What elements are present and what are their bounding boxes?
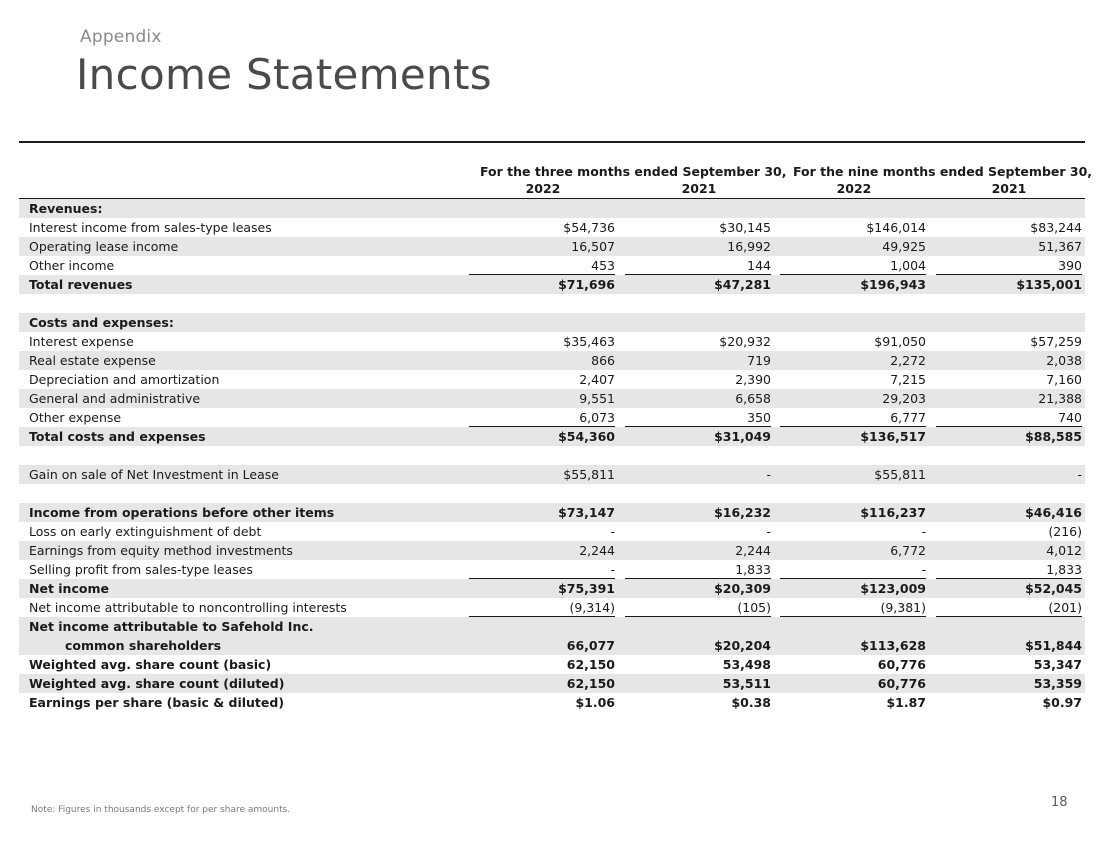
- table-row: [19, 427, 1085, 446]
- table-cell: $135,001: [1016, 277, 1082, 292]
- row-label: Interest expense: [29, 334, 134, 349]
- table-cell: $20,932: [719, 334, 771, 349]
- table-cell: 719: [747, 353, 771, 368]
- table-cell: [455, 294, 615, 312]
- table-cell: $30,145: [719, 220, 771, 235]
- table-cell: $0.97: [1042, 695, 1082, 710]
- table-cell: (216): [1048, 524, 1082, 539]
- table-row: [19, 655, 1085, 674]
- table-cell: 66,077: [566, 638, 615, 653]
- table-row: [19, 218, 1085, 237]
- table-cell: (201): [936, 598, 1082, 617]
- row-label: Revenues:: [29, 201, 103, 216]
- table-cell: 2,407: [579, 372, 615, 387]
- table-row: [19, 522, 1085, 541]
- page-number: 18: [1051, 795, 1068, 810]
- row-label: General and administrative: [29, 391, 201, 406]
- table-cell: $0.38: [731, 695, 771, 710]
- table-row: [19, 579, 1085, 598]
- row-label: Weighted avg. share count (basic): [29, 657, 272, 672]
- table-row: [19, 484, 1085, 503]
- table-cell: $113,628: [860, 638, 926, 653]
- table-cell: [611, 294, 771, 312]
- table-row: [19, 541, 1085, 560]
- table-row: [19, 560, 1085, 579]
- table-cell: 16,507: [571, 239, 615, 254]
- table-row: [19, 408, 1085, 427]
- row-label: Net income attributable to Safehold Inc.: [29, 619, 314, 634]
- table-row: [19, 598, 1085, 617]
- table-cell: 21,388: [1038, 391, 1082, 406]
- table-cell: 53,511: [722, 676, 771, 691]
- table-cell: 62,150: [566, 657, 615, 672]
- table-cell: [455, 313, 615, 331]
- table-cell: $88,585: [1025, 429, 1082, 444]
- table-cell: $20,309: [714, 581, 771, 596]
- table-cell: [455, 484, 615, 502]
- page-title: Income Statements: [76, 50, 492, 99]
- row-label: Earnings from equity method investments: [29, 543, 293, 558]
- table-cell: $1.87: [886, 695, 926, 710]
- nine-months-header: For the nine months ended September 30,: [793, 164, 1093, 179]
- table-cell: $75,391: [558, 581, 615, 596]
- table-cell: 53,347: [1033, 657, 1082, 672]
- table-row: [19, 693, 1085, 712]
- row-label: Other expense: [29, 410, 122, 425]
- table-cell: 7,160: [1046, 372, 1082, 387]
- title-divider: [19, 141, 1085, 143]
- table-cell: [766, 313, 926, 331]
- table-cell: $55,811: [874, 467, 926, 482]
- table-row: [19, 351, 1085, 370]
- table-cell: 740: [936, 408, 1082, 427]
- table-cell: $16,232: [714, 505, 771, 520]
- table-cell: 53,498: [722, 657, 771, 672]
- table-cell: $31,049: [714, 429, 771, 444]
- table-row: [19, 294, 1085, 313]
- table-cell: 53,359: [1033, 676, 1082, 691]
- table-cell: 6,658: [735, 391, 771, 406]
- row-label: Total revenues: [29, 277, 133, 292]
- table-cell: [455, 446, 615, 464]
- table-cell: $35,463: [563, 334, 615, 349]
- table-cell: (105): [625, 598, 771, 617]
- year-header: 2021: [681, 181, 717, 196]
- row-label: Operating lease income: [29, 239, 179, 254]
- table-cell: $73,147: [558, 505, 615, 520]
- table-cell: $46,416: [1025, 505, 1082, 520]
- year-header: 2022: [836, 181, 872, 196]
- row-label: Interest income from sales-type leases: [29, 220, 272, 235]
- row-label: Earnings per share (basic & diluted): [29, 695, 285, 710]
- footnote: Note: Figures in thousands except for per share amounts.: [31, 805, 291, 815]
- table-cell: 453: [469, 256, 615, 275]
- row-label-continued: common shareholders: [65, 638, 222, 653]
- table-cell: [611, 199, 771, 217]
- table-cell: 60,776: [877, 676, 926, 691]
- table-cell: 6,073: [469, 408, 615, 427]
- table-cell: $116,237: [860, 505, 926, 520]
- table-cell: [766, 484, 926, 502]
- table-cell: $20,204: [714, 638, 771, 653]
- table-cell: 2,038: [1046, 353, 1082, 368]
- section-subtitle: Appendix: [80, 27, 162, 47]
- table-row: [19, 370, 1085, 389]
- table-cell: [611, 446, 771, 464]
- table-cell: 1,833: [625, 560, 771, 579]
- table-cell: $54,360: [558, 429, 615, 444]
- table-cell: -: [610, 524, 615, 539]
- table-cell: 390: [936, 256, 1082, 275]
- row-label: Real estate expense: [29, 353, 156, 368]
- table-cell: [766, 294, 926, 312]
- table-cell: $51,844: [1025, 638, 1082, 653]
- table-row: [19, 199, 1085, 218]
- row-label: Net income attributable to noncontrolling interests: [29, 600, 347, 615]
- table-cell: -: [766, 467, 771, 482]
- table-cell: -: [766, 524, 771, 539]
- table-cell: $146,014: [866, 220, 926, 235]
- table-cell: $57,259: [1030, 334, 1082, 349]
- table-cell: 4,012: [1046, 543, 1082, 558]
- table-cell: (9,381): [780, 598, 926, 617]
- table-cell: $196,943: [860, 277, 926, 292]
- table-cell: 9,551: [579, 391, 615, 406]
- table-cell: 2,244: [579, 543, 615, 558]
- table-cell: 7,215: [890, 372, 926, 387]
- table-cell: 1,004: [780, 256, 926, 275]
- table-cell: [611, 313, 771, 331]
- row-label: Depreciation and amortization: [29, 372, 220, 387]
- table-row: [19, 313, 1085, 332]
- row-label: Selling profit from sales-type leases: [29, 562, 253, 577]
- table-header: [19, 160, 1093, 199]
- table-cell: 60,776: [877, 657, 926, 672]
- row-label: Costs and expenses:: [29, 315, 174, 330]
- table-body: [19, 199, 1085, 712]
- table-row: [19, 275, 1085, 294]
- year-header: 2021: [991, 181, 1027, 196]
- table-cell: 350: [625, 408, 771, 427]
- table-cell: -: [780, 560, 926, 579]
- table-cell: $91,050: [874, 334, 926, 349]
- table-cell: [611, 484, 771, 502]
- table-cell: $52,045: [1025, 581, 1082, 596]
- year-header: 2022: [525, 181, 561, 196]
- table-cell: $47,281: [714, 277, 771, 292]
- table-cell: [922, 199, 1082, 217]
- row-label: Other income: [29, 258, 115, 273]
- table-cell: 2,390: [735, 372, 771, 387]
- table-cell: [922, 484, 1082, 502]
- row-label: Income from operations before other items: [29, 505, 335, 520]
- row-label: Weighted avg. share count (diluted): [29, 676, 285, 691]
- income-statement-table: [19, 160, 1093, 712]
- table-row: [19, 389, 1085, 408]
- table-cell: -: [921, 524, 926, 539]
- table-cell: 144: [625, 256, 771, 275]
- table-cell: 6,772: [890, 543, 926, 558]
- table-cell: 1,833: [936, 560, 1082, 579]
- table-row: [19, 332, 1085, 351]
- table-cell: $123,009: [860, 581, 926, 596]
- table-cell: -: [469, 560, 615, 579]
- table-cell: 49,925: [882, 239, 926, 254]
- table-cell: 866: [591, 353, 615, 368]
- table-cell: 16,992: [727, 239, 771, 254]
- table-cell: -: [1077, 467, 1082, 482]
- table-cell: $71,696: [558, 277, 615, 292]
- table-row: [19, 256, 1085, 275]
- table-cell: [922, 294, 1082, 312]
- table-cell: 2,244: [735, 543, 771, 558]
- table-cell: 6,777: [780, 408, 926, 427]
- table-cell: (9,314): [469, 598, 615, 617]
- table-cell: [922, 313, 1082, 331]
- table-cell: [922, 446, 1082, 464]
- table-row: [19, 237, 1085, 256]
- row-label: Gain on sale of Net Investment in Lease: [29, 467, 279, 482]
- table-cell: $136,517: [860, 429, 926, 444]
- table-cell: 51,367: [1038, 239, 1082, 254]
- table-row: [19, 674, 1085, 693]
- table-row: [19, 465, 1085, 484]
- table-cell: $55,811: [563, 467, 615, 482]
- table-cell: [766, 446, 926, 464]
- table-cell: $54,736: [563, 220, 615, 235]
- table-row: [19, 617, 1085, 655]
- row-label: Loss on early extinguishment of debt: [29, 524, 262, 539]
- table-cell: [455, 199, 615, 217]
- table-cell: [766, 199, 926, 217]
- table-cell: $1.06: [575, 695, 615, 710]
- row-label: Net income: [29, 581, 109, 596]
- table-cell: 62,150: [566, 676, 615, 691]
- table-cell: 29,203: [882, 391, 926, 406]
- table-row: [19, 503, 1085, 522]
- three-months-header: For the three months ended September 30,: [480, 164, 787, 179]
- table-row: [19, 446, 1085, 465]
- table-cell: $83,244: [1030, 220, 1082, 235]
- table-cell: 2,272: [890, 353, 926, 368]
- row-label: Total costs and expenses: [29, 429, 206, 444]
